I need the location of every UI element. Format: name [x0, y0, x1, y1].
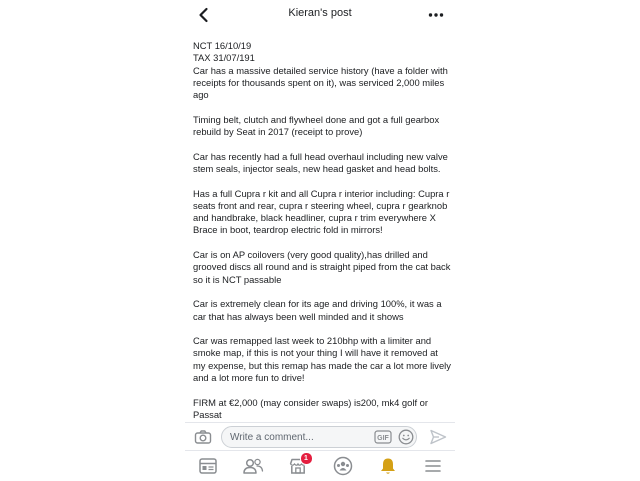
gif-label: GIF — [377, 435, 389, 442]
top-bar — [185, 0, 455, 30]
marketplace-badge: 1 — [300, 452, 313, 465]
post-paragraph: Timing belt, clutch and flywheel done and got a full gearbox rebuild by Seat in 2017 (receipt to prove) — [193, 113, 440, 138]
post-body — [193, 40, 451, 421]
menu-icon — [424, 458, 442, 474]
camera-icon — [194, 429, 212, 445]
tab-friends[interactable] — [242, 456, 264, 476]
tab-menu[interactable] — [422, 456, 444, 476]
page-title: Kieran's post — [288, 7, 352, 19]
news-feed-icon — [198, 457, 218, 475]
post-paragraph: Car is extremely clean for its age and driving 100%, it was a car that has always been well minded and it shows — [193, 298, 442, 322]
comment-input[interactable] — [230, 430, 370, 444]
emoji-button[interactable] — [398, 429, 414, 445]
tab-marketplace[interactable] — [287, 456, 309, 476]
notifications-bell-icon — [378, 456, 398, 476]
post-screen — [185, 0, 455, 480]
camera-button[interactable] — [194, 429, 212, 445]
post-paragraph: NCT 16/10/19 TAX 31/07/191 Car has a massive detailed service history (have a folder with receipts for thousands spent on it), was serviced 2,000 miles ago — [193, 40, 448, 101]
gif-button[interactable] — [374, 430, 392, 444]
tab-notifications[interactable] — [377, 456, 399, 476]
post-paragraph: Car is on AP coilovers (very good quality),has drilled and grooved discs all round and is straight piped from the cat back so it is NCT passable — [193, 249, 451, 285]
send-icon — [429, 429, 447, 445]
post-paragraph: Car has recently had a full head overhaul including new valve stem seals, injector seals, new head gasket and head bolts. — [193, 150, 448, 174]
tab-groups[interactable] — [332, 456, 354, 476]
friends-icon — [242, 457, 264, 475]
smiley-icon — [398, 429, 414, 445]
more-options-button[interactable] — [427, 8, 445, 22]
post-paragraph: Has a full Cupra r kit and all Cupra r interior including: Cupra r seats front and rear, cupra r steering wheel, cupra r gearknob and handbrake, black headliner, cupra r trim everywhere X Brace in boot, teardrop electric fold in mirrors! — [193, 187, 450, 236]
post-paragraph: FIRM at €2,000 (may consider swaps) is200, mk4 golf or Passat — [193, 396, 428, 420]
bottom-tab-bar — [185, 450, 455, 481]
send-button[interactable] — [429, 429, 447, 445]
comment-composer — [185, 422, 455, 451]
post-paragraph: Car was remapped last week to 210bhp with a limiter and smoke map, if this is not your thing I will have it removed at my expense, but this remap has made the car a lot more lively and a lot more fun to drive! — [193, 335, 451, 384]
more-horizontal-icon — [427, 8, 445, 22]
groups-icon — [333, 456, 353, 476]
comment-field-container — [221, 426, 417, 448]
gif-icon — [374, 430, 392, 444]
tab-news-feed[interactable] — [197, 456, 219, 476]
